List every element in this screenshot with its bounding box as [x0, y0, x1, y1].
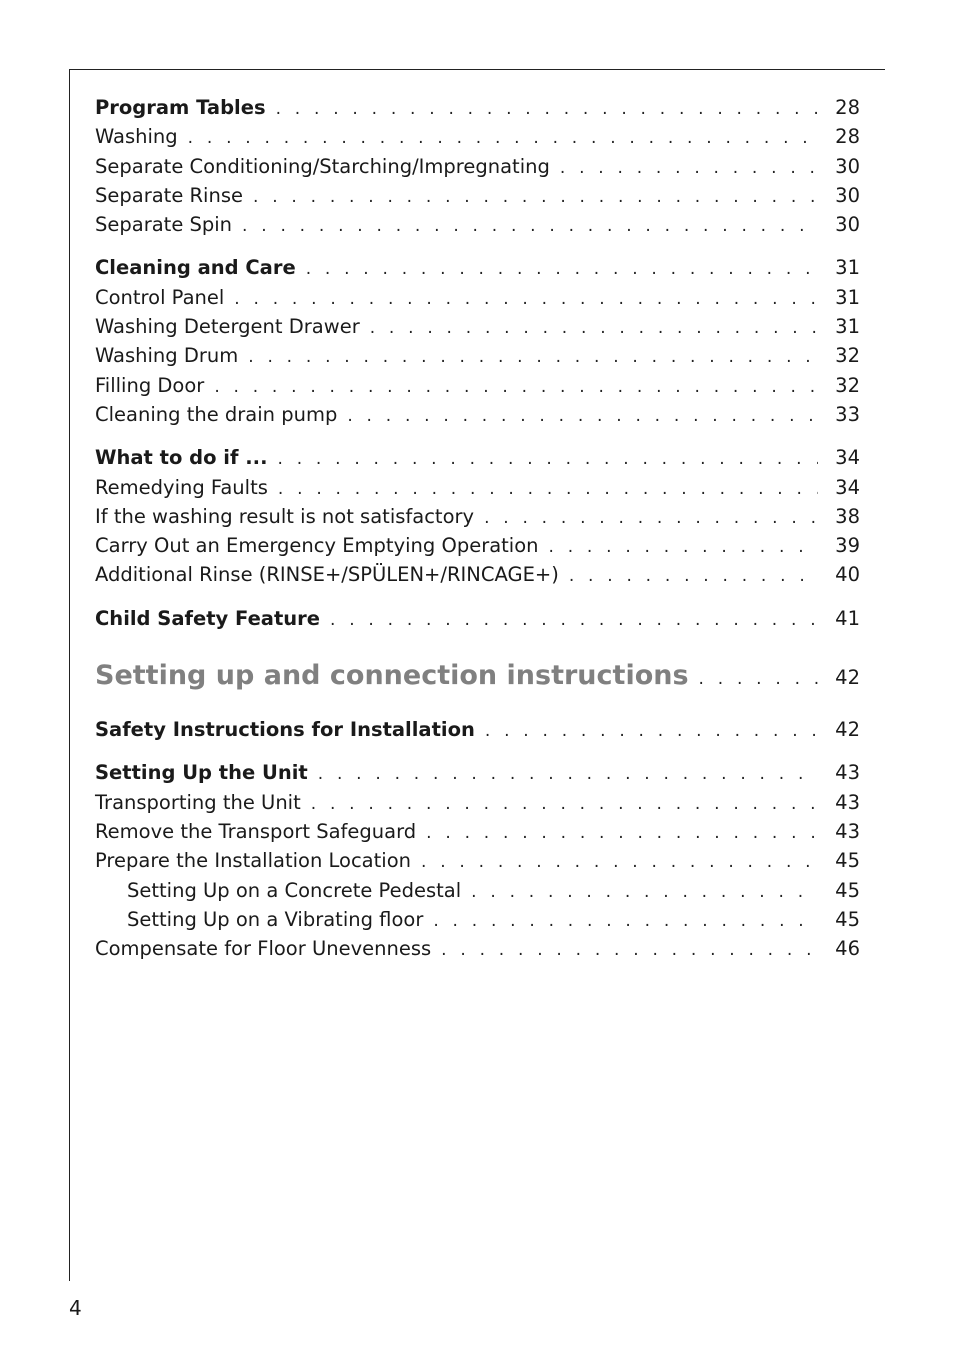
dot-leader	[433, 911, 818, 931]
toc-entry-page: 43	[835, 761, 860, 785]
dot-leader	[248, 347, 818, 367]
toc-entry-page: 46	[835, 937, 860, 961]
page-number: 4	[69, 1296, 82, 1320]
toc-entry-page: 45	[835, 849, 860, 873]
toc-entry-title: Setting Up on a Concrete Pedestal	[127, 878, 462, 902]
toc-entry[interactable]	[95, 184, 860, 213]
toc-entry[interactable]	[95, 315, 860, 344]
dot-leader	[306, 259, 818, 279]
toc-entry-page: 33	[835, 402, 860, 426]
toc-entry-page: 42	[835, 666, 860, 690]
toc-entry[interactable]	[95, 125, 860, 154]
dot-leader	[330, 610, 818, 630]
toc-entry[interactable]	[95, 908, 860, 937]
toc-entry[interactable]	[95, 761, 860, 790]
dot-leader	[278, 479, 818, 499]
dot-leader	[441, 940, 818, 960]
toc-entry[interactable]	[95, 155, 860, 184]
left-rule	[69, 69, 70, 1281]
toc-entry[interactable]	[95, 607, 860, 636]
toc-entry[interactable]	[95, 791, 860, 820]
toc-entry[interactable]	[95, 660, 860, 704]
dot-leader	[318, 764, 818, 784]
dot-leader	[421, 852, 818, 872]
toc-entry-page: 43	[835, 819, 860, 843]
toc-entry[interactable]	[95, 256, 860, 285]
toc-entry-title: Separate Rinse	[95, 183, 243, 207]
toc-entry[interactable]	[95, 403, 860, 432]
toc-entry-title: Washing	[95, 125, 178, 149]
table-of-contents	[95, 96, 860, 966]
toc-entry[interactable]	[95, 374, 860, 403]
toc-entry[interactable]	[95, 286, 860, 315]
toc-entry-page: 32	[835, 373, 860, 397]
toc-entry-title: Washing Detergent Drawer	[95, 315, 360, 339]
toc-entry-page: 41	[835, 606, 860, 630]
toc-entry-title: What to do if ...	[95, 446, 268, 470]
toc-entry-title: If the washing result is not satisfactory	[95, 504, 475, 528]
toc-entry-page: 43	[835, 790, 860, 814]
dot-leader	[242, 216, 818, 236]
dot-leader	[426, 823, 818, 843]
dot-leader	[311, 794, 818, 814]
toc-entry-title: Cleaning and Care	[95, 256, 296, 280]
toc-entry-title: Setting Up the Unit	[95, 761, 308, 785]
toc-entry[interactable]	[95, 344, 860, 373]
toc-entry-title: Setting Up on a Vibrating floor	[127, 907, 424, 931]
toc-entry-page: 30	[835, 213, 860, 237]
toc-entry-page: 45	[835, 878, 860, 902]
dot-leader	[471, 882, 818, 902]
dot-leader	[549, 537, 818, 557]
toc-entry-page: 39	[835, 534, 860, 558]
toc-entry-page: 40	[835, 563, 860, 587]
toc-entry-page: 34	[835, 475, 860, 499]
toc-entry[interactable]	[95, 718, 860, 747]
toc-entry-title: Compensate for Floor Unevenness	[95, 937, 432, 961]
toc-entry-title: Child Safety Feature	[95, 606, 321, 630]
toc-entry-page: 31	[835, 315, 860, 339]
toc-entry[interactable]	[95, 879, 860, 908]
toc-entry-title: Separate Conditioning/Starching/Impregnating	[95, 154, 550, 178]
toc-entry-title: Control Panel	[95, 285, 225, 309]
toc-entry-title: Transporting the Unit	[95, 790, 301, 814]
toc-entry-title: Washing Drum	[95, 344, 239, 368]
toc-entry-page: 30	[835, 183, 860, 207]
dot-leader	[276, 99, 818, 119]
toc-entry-page: 34	[835, 446, 860, 470]
dot-leader	[699, 669, 818, 689]
top-rule	[69, 69, 885, 70]
toc-entry[interactable]	[95, 96, 860, 125]
toc-entry-page: 45	[835, 907, 860, 931]
dot-leader	[569, 566, 818, 586]
toc-entry-page: 31	[835, 285, 860, 309]
toc-entry-page: 31	[835, 256, 860, 280]
dot-leader	[484, 508, 818, 528]
toc-entry-title: Safety Instructions for Installation	[95, 718, 475, 742]
toc-entry-page: 28	[835, 96, 860, 119]
toc-entry[interactable]	[95, 563, 860, 592]
toc-entry-title: Remedying Faults	[95, 475, 268, 499]
toc-entry-title: Carry Out an Emergency Emptying Operation	[95, 534, 539, 558]
toc-entry-page: 32	[835, 344, 860, 368]
toc-entry[interactable]	[95, 446, 860, 475]
toc-entry-page: 42	[835, 718, 860, 742]
toc-entry[interactable]	[95, 820, 860, 849]
toc-entry[interactable]	[95, 937, 860, 966]
dot-leader	[253, 187, 818, 207]
toc-entry[interactable]	[95, 849, 860, 878]
toc-entry-title: Separate Spin	[95, 213, 233, 237]
toc-entry-title: Prepare the Installation Location	[95, 849, 411, 873]
toc-entry-title: Additional Rinse (RINSE+/SPÜLEN+/RINCAGE+)	[95, 563, 559, 587]
toc-entry-page: 30	[835, 154, 860, 178]
dot-leader	[485, 721, 818, 741]
toc-entry[interactable]	[95, 505, 860, 534]
toc-entry[interactable]	[95, 476, 860, 505]
dot-leader	[188, 128, 818, 148]
toc-entry[interactable]	[95, 534, 860, 563]
dot-leader	[214, 377, 818, 397]
dot-leader	[370, 318, 818, 338]
toc-entry-page: 38	[835, 504, 860, 528]
dot-leader	[234, 289, 818, 309]
toc-entry-title: Program Tables	[95, 96, 266, 119]
dot-leader	[347, 406, 818, 426]
toc-entry-title: Filling Door	[95, 373, 205, 397]
toc-entry-title: Cleaning the drain pump	[95, 402, 338, 426]
toc-entry-title: Remove the Transport Safeguard	[95, 819, 417, 843]
toc-entry[interactable]	[95, 213, 860, 242]
toc-entry-page: 28	[835, 125, 860, 149]
dot-leader	[278, 449, 819, 469]
dot-leader	[560, 158, 818, 178]
toc-entry-title: Setting up and connection instructions	[95, 660, 689, 692]
